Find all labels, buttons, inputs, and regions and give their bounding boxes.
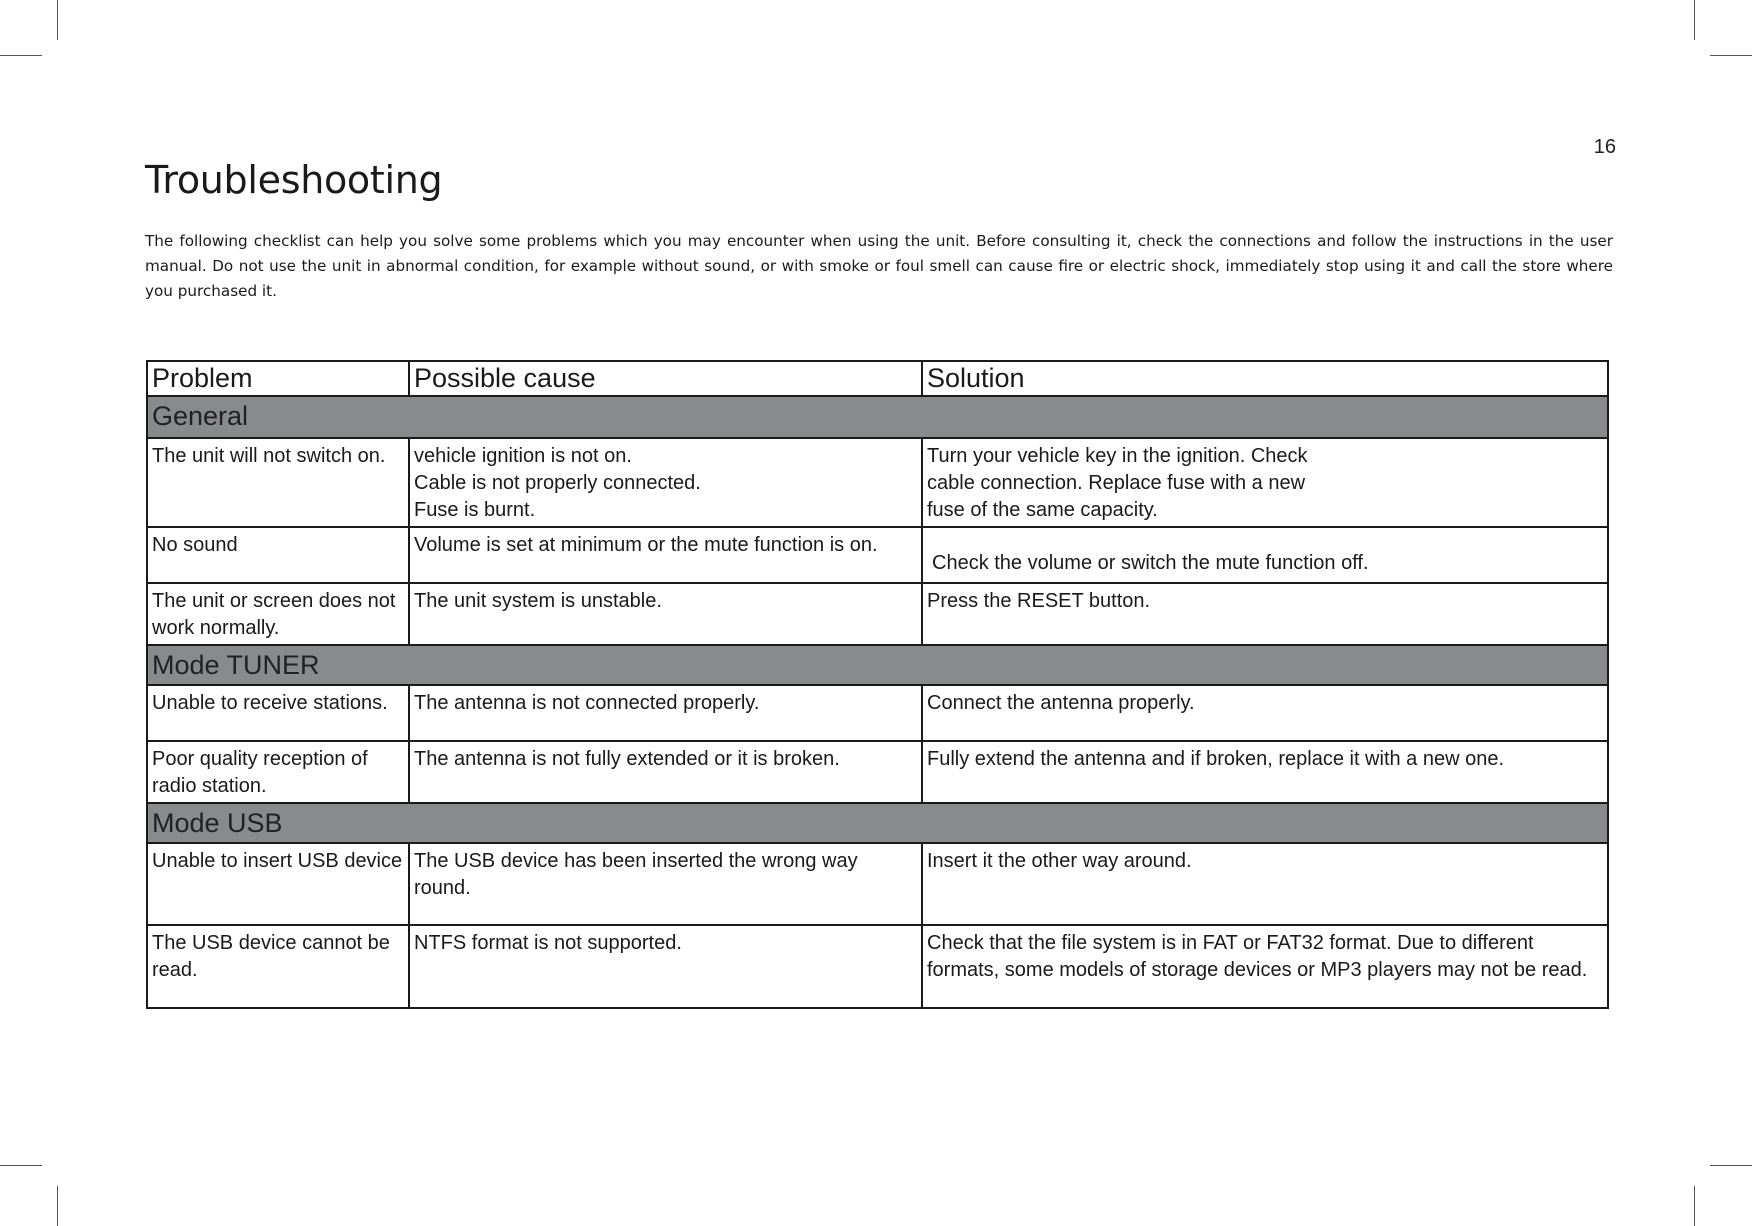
crop-mark — [57, 0, 58, 40]
crop-mark — [1694, 0, 1695, 40]
section-row-mode-usb — [147, 803, 1608, 843]
crop-mark — [1710, 1165, 1752, 1166]
section-row-mode-tuner — [147, 645, 1608, 685]
table-header-row — [147, 361, 1608, 396]
problem-cell: No sound — [147, 527, 409, 583]
cause-cell: The USB device has been inserted the wrong way round. — [409, 843, 922, 925]
page-title: Troubleshooting — [145, 158, 443, 202]
table-row — [147, 438, 1608, 527]
problem-cell: Unable to insert USB device — [147, 843, 409, 925]
crop-mark — [1694, 1186, 1695, 1226]
solution-line: cable connection. Replace fuse with a new — [927, 472, 1306, 494]
cause-cell: NTFS format is not supported. — [409, 925, 922, 1008]
cause-line: vehicle ignition is not on. — [414, 445, 632, 467]
problem-cell: The USB device cannot be read. — [147, 925, 409, 1008]
problem-cell: Unable to receive stations. — [147, 685, 409, 741]
cause-cell: Volume is set at minimum or the mute function is on. — [409, 527, 922, 583]
header-problem: Problem — [147, 361, 409, 396]
problem-cell: Poor quality reception of radio station. — [147, 741, 409, 803]
solution-line: Check the volume or switch the mute function off. — [932, 552, 1369, 574]
table-row — [147, 685, 1608, 741]
table-row — [147, 925, 1608, 1008]
solution-cell: Press the RESET button. — [922, 583, 1608, 645]
cause-cell — [409, 438, 922, 527]
cause-line: Fuse is burnt. — [414, 499, 536, 521]
solution-line: fuse of the same capacity. — [927, 499, 1158, 521]
page-number: 16 — [1593, 136, 1616, 158]
crop-mark — [1710, 55, 1752, 56]
solution-cell — [922, 438, 1608, 527]
table-row — [147, 527, 1608, 583]
solution-cell — [922, 527, 1608, 583]
table-row — [147, 583, 1608, 645]
header-possible-cause: Possible cause — [409, 361, 922, 396]
cause-cell: The unit system is unstable. — [409, 583, 922, 645]
solution-cell: Insert it the other way around. — [922, 843, 1608, 925]
cause-cell: The antenna is not fully extended or it is broken. — [409, 741, 922, 803]
solution-cell: Check that the file system is in FAT or FAT32 format. Due to different formats, some models of storage devices or MP3 players may not be read. — [922, 925, 1608, 1008]
solution-cell: Connect the antenna properly. — [922, 685, 1608, 741]
table-row — [147, 741, 1608, 803]
intro-paragraph: The following checklist can help you solve some problems which you may encounter when using the unit. Before consulting it, check the connections and follow the instructions in the user manual. Do not use the unit in abnormal condition, for example without sound, or with smoke or foul smell can cause fire or electric shock, immediately stop using it and call the store where you purchased it. — [145, 232, 1613, 300]
section-title: General — [147, 396, 1608, 438]
troubleshooting-table — [146, 360, 1609, 1009]
section-title: Mode TUNER — [147, 645, 1608, 685]
solution-line: Turn your vehicle key in the ignition. Check — [927, 445, 1308, 467]
table-row — [147, 843, 1608, 925]
header-solution: Solution — [922, 361, 1608, 396]
crop-mark — [57, 1186, 58, 1226]
section-title: Mode USB — [147, 803, 1608, 843]
problem-cell: The unit will not switch on. — [147, 438, 409, 527]
solution-cell: Fully extend the antenna and if broken, replace it with a new one. — [922, 741, 1608, 803]
problem-cell: The unit or screen does not work normally. — [147, 583, 409, 645]
cause-line: Cable is not properly connected. — [414, 472, 701, 494]
crop-mark — [0, 1165, 42, 1166]
section-row-general — [147, 396, 1608, 438]
crop-mark — [0, 55, 42, 56]
cause-cell: The antenna is not connected properly. — [409, 685, 922, 741]
